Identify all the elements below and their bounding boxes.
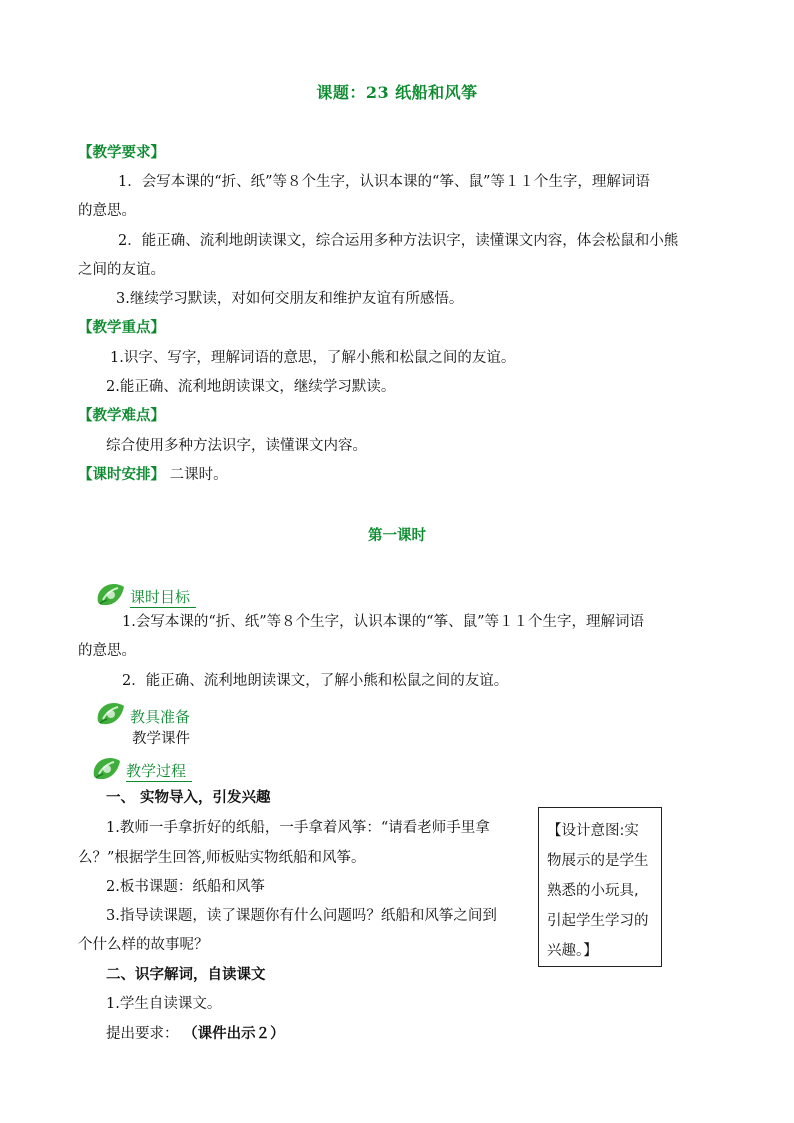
process-step-1: 1.教师一手拿折好的纸船，一手拿着风筝：“请看老师手里拿 — [106, 820, 490, 836]
goals-label: 课时目标 — [130, 587, 196, 608]
difficulties-header: 【教学难点】 — [78, 407, 165, 424]
design-note-box: 【设计意图:实物展示的是学生熟悉的小玩具,引起学生学习的兴趣。】 — [538, 807, 662, 967]
goal-line-1b: 的意思。 — [78, 643, 136, 659]
keypoint-line-2: 2.能正确、流利地朗读课文，继续学习默读。 — [106, 379, 396, 395]
process-step-3b: 个什么样的故事呢？ — [78, 937, 209, 953]
requirement-line-1b: 的意思。 — [78, 203, 136, 219]
schedule-row — [78, 465, 228, 485]
requirement-line-1: 1．会写本课的“折、纸”等８个生字，认识本课的“筝、鼠”等１１个生字，理解词语 — [118, 174, 650, 190]
process-step-2: 2.板书课题：纸船和风筝 — [106, 879, 265, 895]
part2-title: 二、识字解词，自读课文 — [106, 966, 266, 983]
leaf-icon — [94, 697, 126, 727]
process-step-1b: 么？”根据学生回答,师板贴实物纸船和风筝。 — [78, 850, 366, 866]
schedule-header: 【课时安排】 — [78, 466, 165, 483]
process-section-heading — [90, 752, 192, 782]
materials-value: 教学课件 — [132, 731, 190, 747]
materials-label: 教具准备 — [130, 708, 191, 726]
goal-line-1: 1.会写本课的“折、纸”等８个生字，认识本课的“筝、鼠”等１１个生字，理解词语 — [122, 614, 644, 630]
process-step-3: 3.指导读课题，读了课题你有什么问题吗？纸船和风筝之间到 — [106, 908, 497, 924]
keypoints-header: 【教学重点】 — [78, 319, 165, 336]
materials-section-heading — [94, 697, 196, 727]
requirement-line-3: 3.继续学习默读，对如何交朋友和维护友谊有所感悟。 — [116, 291, 464, 307]
requirement-label: 提出要求： — [106, 1026, 179, 1042]
process-step-4: 1.学生自读课文。 — [106, 996, 222, 1012]
schedule-value: 二课时。 — [169, 467, 228, 483]
leaf-icon — [94, 578, 126, 608]
requirement-line-2: 2．能正确、流利地朗读课文，综合运用多种方法识字，读懂课文内容，体会松鼠和小熊 — [118, 233, 679, 249]
requirement-line-2b: 之间的友谊。 — [78, 262, 165, 278]
requirements-header: 【教学要求】 — [78, 144, 165, 161]
process-label: 教学过程 — [126, 761, 192, 782]
keypoint-line-1: 1.识字、写字，理解词语的意思，了解小熊和松鼠之间的友谊。 — [110, 350, 516, 366]
difficulty-line-1: 综合使用多种方法识字，读懂课文内容。 — [106, 438, 367, 454]
goal-line-2: 2．能正确、流利地朗读课文，了解小熊和松鼠之间的友谊。 — [122, 673, 509, 689]
part1-title: 一、 实物导入，引发兴趣 — [106, 789, 271, 806]
courseware-ref: （课件出示２） — [183, 1025, 285, 1042]
goals-section-heading — [94, 578, 196, 608]
process-step-5 — [106, 1024, 285, 1044]
lesson-title: 第一课时 — [368, 527, 426, 544]
leaf-icon — [90, 752, 122, 782]
page-title: 课题：23 纸船和风筝 — [316, 83, 478, 102]
